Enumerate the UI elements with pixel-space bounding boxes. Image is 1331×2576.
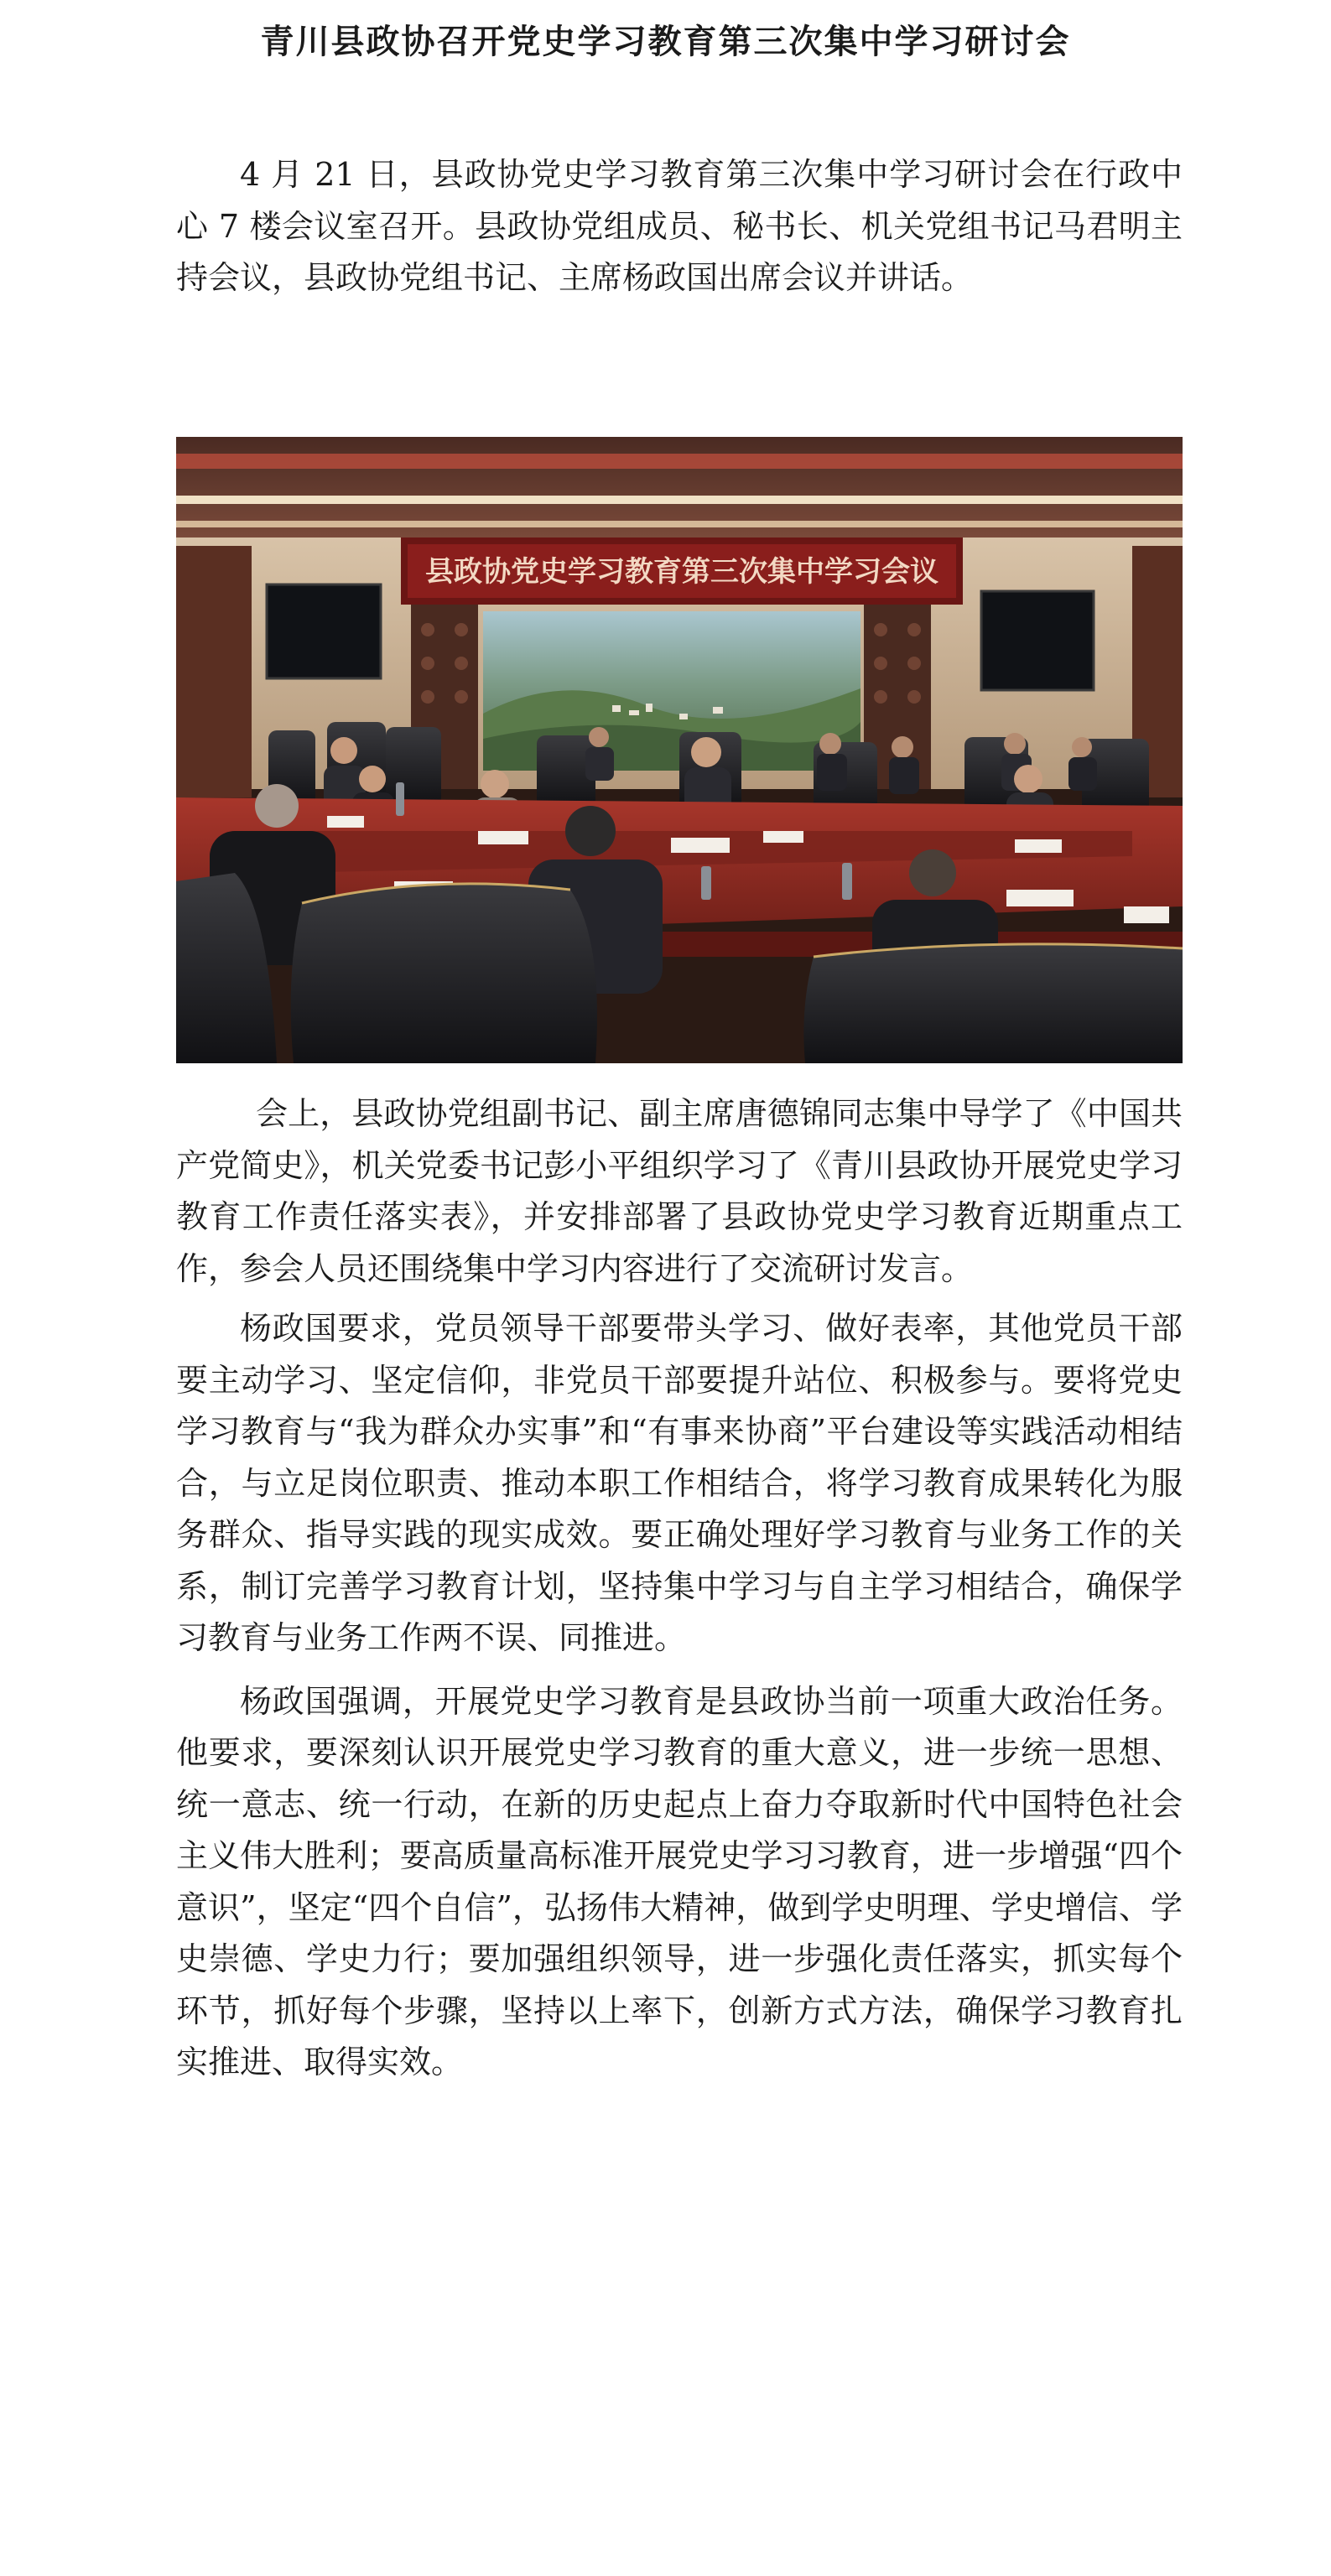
banner-text: 县政协党史学习教育第三次集中学习会议 xyxy=(425,555,938,589)
paragraph-requirements: 杨政国要求，党员领导干部要带头学习、做好表率，其他党员干部要主动学习、坚定信仰，非党员干部要提升站位、积极参与。要将党史学习教育与“我为群众办实事”和“有事来协商”平台建设等实践活动相结合，与立足岗位职责、推动本职工作相结合，将学习教育成果转化为服务群众、指导实践的现实成效。要正确处理好学习教育与业务工作的关系，制订完善学习教育计划，坚持集中学习与自主学习相结合，确保学习教育与业务工作两不误、同推进。 xyxy=(176,1310,1183,1656)
article-body-bottom xyxy=(176,1088,1183,2089)
paragraph-intro: 4 月 21 日，县政协党史学习教育第三次集中学习研讨会在行政中心 7 楼会议室召开。县政协党组成员、秘书长、机关党组书记马君明主持会议，县政协党组书记、主席杨政国出席会议并讲话。 xyxy=(176,156,1183,296)
meeting-photo-drawing xyxy=(176,437,1183,1063)
article-body-top xyxy=(176,149,1183,304)
paragraph-study: 会上，县政协党组副书记、副主席唐德锦同志集中导学了《中国共产党简史》，机关党委书记彭小平组织学习了《青川县政协开展党史学习教育工作责任落实表》，并安排部署了县政协党史学习教育近期重点工作，参会人员还围绕集中学习内容进行了交流研讨发言。 xyxy=(176,1095,1183,1287)
meeting-photo xyxy=(176,437,1183,1063)
article-title: 青川县政协召开党史学习教育第三次集中学习研讨会 xyxy=(260,22,1071,61)
right-tv xyxy=(981,591,1094,690)
left-tv xyxy=(267,584,381,678)
paragraph-emphasis: 杨政国强调，开展党史学习教育是县政协当前一项重大政治任务。他要求，要深刻认识开展党史学习教育的重大意义，进一步统一思想、统一意志、统一行动，在新的历史起点上奋力夺取新时代中国特色社会主义伟大胜利；要高质量高标准开展党史学习习教育，进一步增强“四个意识”，坚定“四个自信”，弘扬伟大精神，做到学史明理、学史增信、学史崇德、学史力行；要加强组织领导，进一步强化责任落实，抓实每个环节，抓好每个步骤，坚持以上率下，创新方式方法，确保学习教育扎实推进、取得实效。 xyxy=(176,1682,1183,2080)
